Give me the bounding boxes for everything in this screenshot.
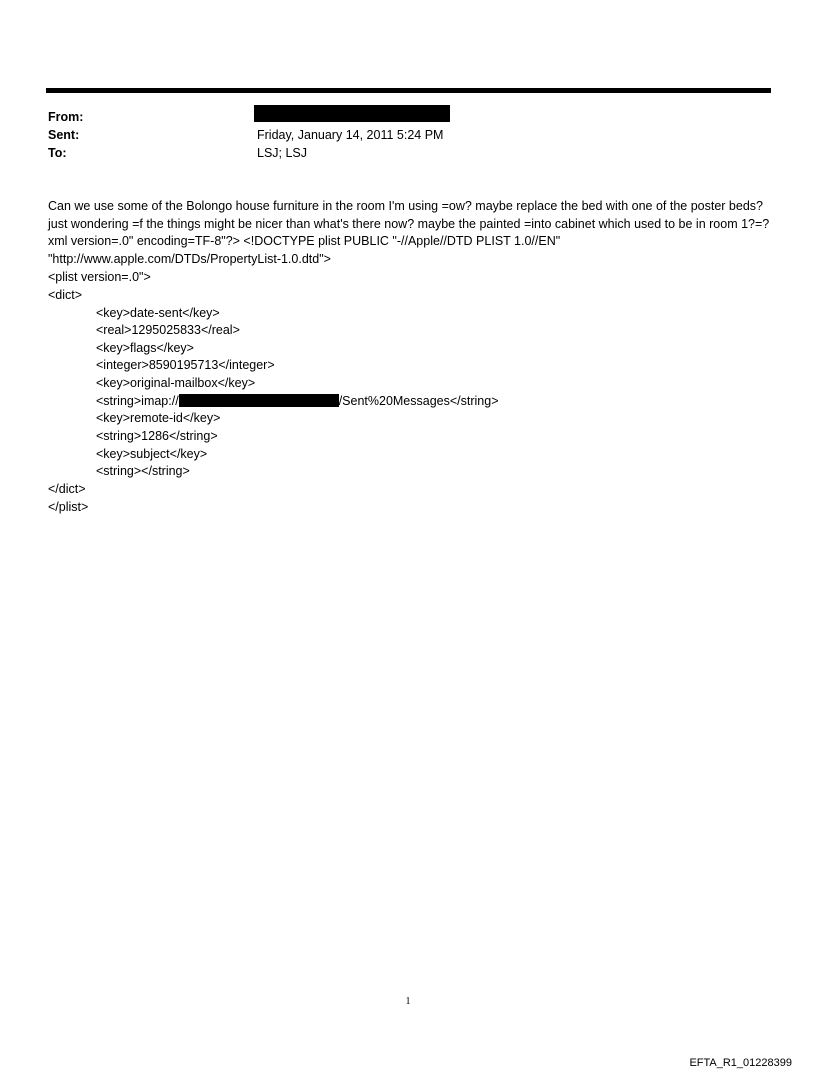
key-remote-id-line: <key>remote-id</key> bbox=[96, 411, 221, 425]
message-paragraph: Can we use some of the Bolongo house furniture in the room I'm using =ow? maybe replace the bed with one of the poster beds? just wondering =f the things might be nicer than what's there now? maybe the painted =into cabinet which used to be in room 1?=?xml version=.0" encoding=TF-8"?> <!DOCTYPE plist PUBLIC "-//Apple//DTD PLIST 1.0//EN" "http://www.apple.com/DTDs/PropertyList-1.0.dtd"> bbox=[48, 199, 770, 266]
page-number: 1 bbox=[405, 996, 411, 1007]
key-flags-line: <key>flags</key> bbox=[96, 341, 194, 355]
header-rule bbox=[46, 88, 771, 93]
string-imap-prefix: <string>imap:// bbox=[96, 394, 179, 408]
dict-close-line: </dict> bbox=[48, 482, 86, 496]
to-value: LSJ; LSJ bbox=[257, 146, 308, 160]
string-imap-line bbox=[96, 393, 499, 411]
from-label: From: bbox=[48, 110, 84, 124]
integer-value-line: <integer>8590195713</integer> bbox=[96, 358, 275, 372]
key-date-sent-line: <key>date-sent</key> bbox=[96, 306, 220, 320]
string-imap-suffix: /Sent%20Messages</string> bbox=[338, 394, 499, 408]
sent-label: Sent: bbox=[48, 128, 80, 142]
key-subject-line: <key>subject</key> bbox=[96, 447, 208, 461]
string-remote-id-line: <string>1286</string> bbox=[96, 429, 218, 443]
plist-open-line: <plist version=.0"> bbox=[48, 270, 151, 284]
sent-value: Friday, January 14, 2011 5:24 PM bbox=[257, 128, 444, 142]
plist-close-line: </plist> bbox=[48, 500, 89, 514]
from-redaction bbox=[254, 105, 450, 122]
dict-open-line: <dict> bbox=[48, 288, 83, 302]
mailbox-redaction bbox=[179, 394, 339, 407]
key-original-mailbox-line: <key>original-mailbox</key> bbox=[96, 376, 256, 390]
real-value-line: <real>1295025833</real> bbox=[96, 323, 240, 337]
to-label: To: bbox=[48, 146, 67, 160]
bates-number: EFTA_R1_01228399 bbox=[689, 1057, 792, 1069]
string-subject-line: <string></string> bbox=[96, 464, 190, 478]
